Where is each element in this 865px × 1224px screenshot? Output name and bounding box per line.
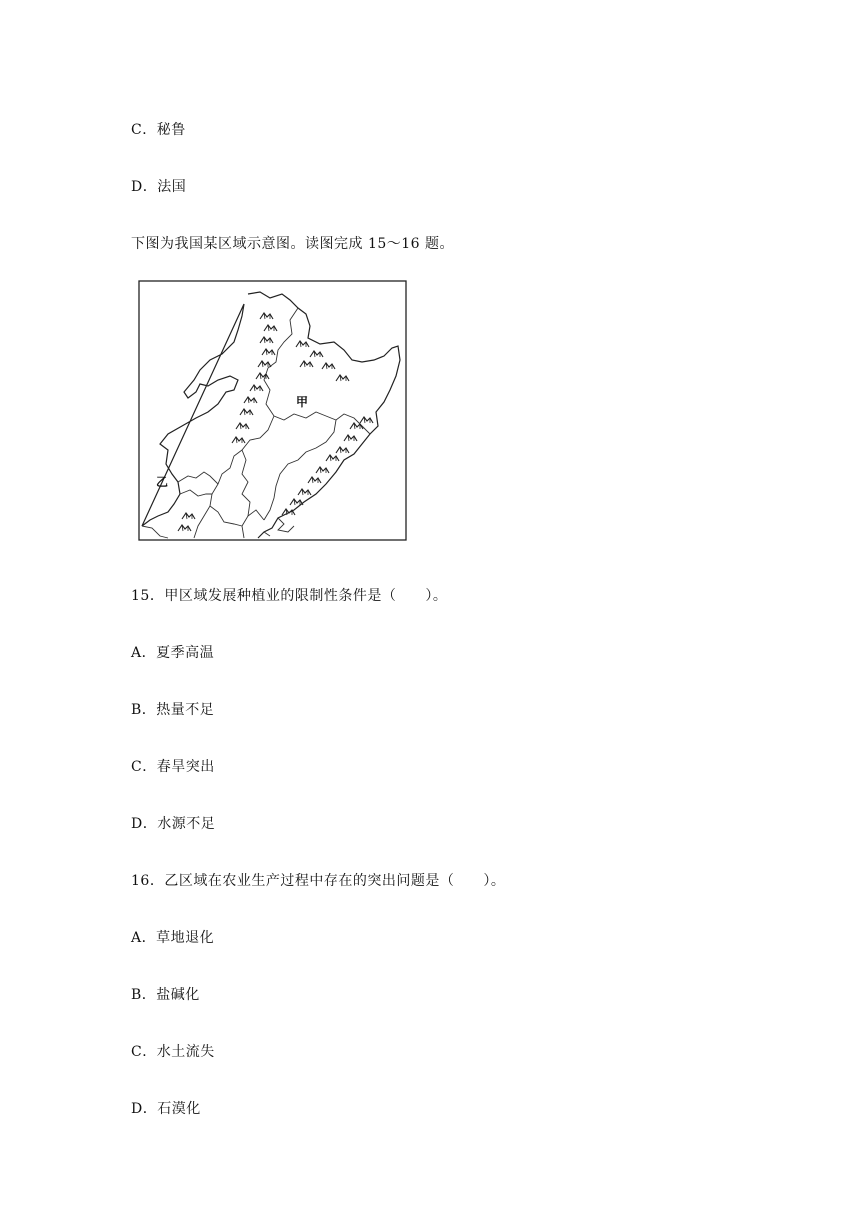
q16-option-d: D．石漠化	[131, 1101, 201, 1117]
region-map	[138, 280, 408, 542]
q15-option-c: C．春旱突出	[131, 759, 215, 775]
q16-option-b: B．盐碱化	[131, 987, 200, 1003]
q15-option-a: A．夏季高温	[131, 645, 215, 661]
q16-option-a: A．草地退化	[131, 930, 215, 946]
prev-option-c: C．秘鲁	[131, 122, 186, 138]
label-yi: 乙	[156, 475, 169, 489]
prev-option-d: D．法国	[131, 179, 187, 195]
label-jia: 甲	[296, 395, 309, 409]
q16-option-c: C．水土流失	[131, 1044, 215, 1060]
intro-text: 下图为我国某区域示意图。读图完成 15～16 题。	[131, 236, 455, 252]
q15-stem: 15．甲区域发展种植业的限制性条件是（ ）。	[131, 588, 448, 604]
q15-option-b: B．热量不足	[131, 702, 215, 718]
q15-option-d: D．水源不足	[131, 816, 216, 832]
q16-stem: 16．乙区域在农业生产过程中存在的突出问题是（ ）。	[131, 873, 506, 889]
